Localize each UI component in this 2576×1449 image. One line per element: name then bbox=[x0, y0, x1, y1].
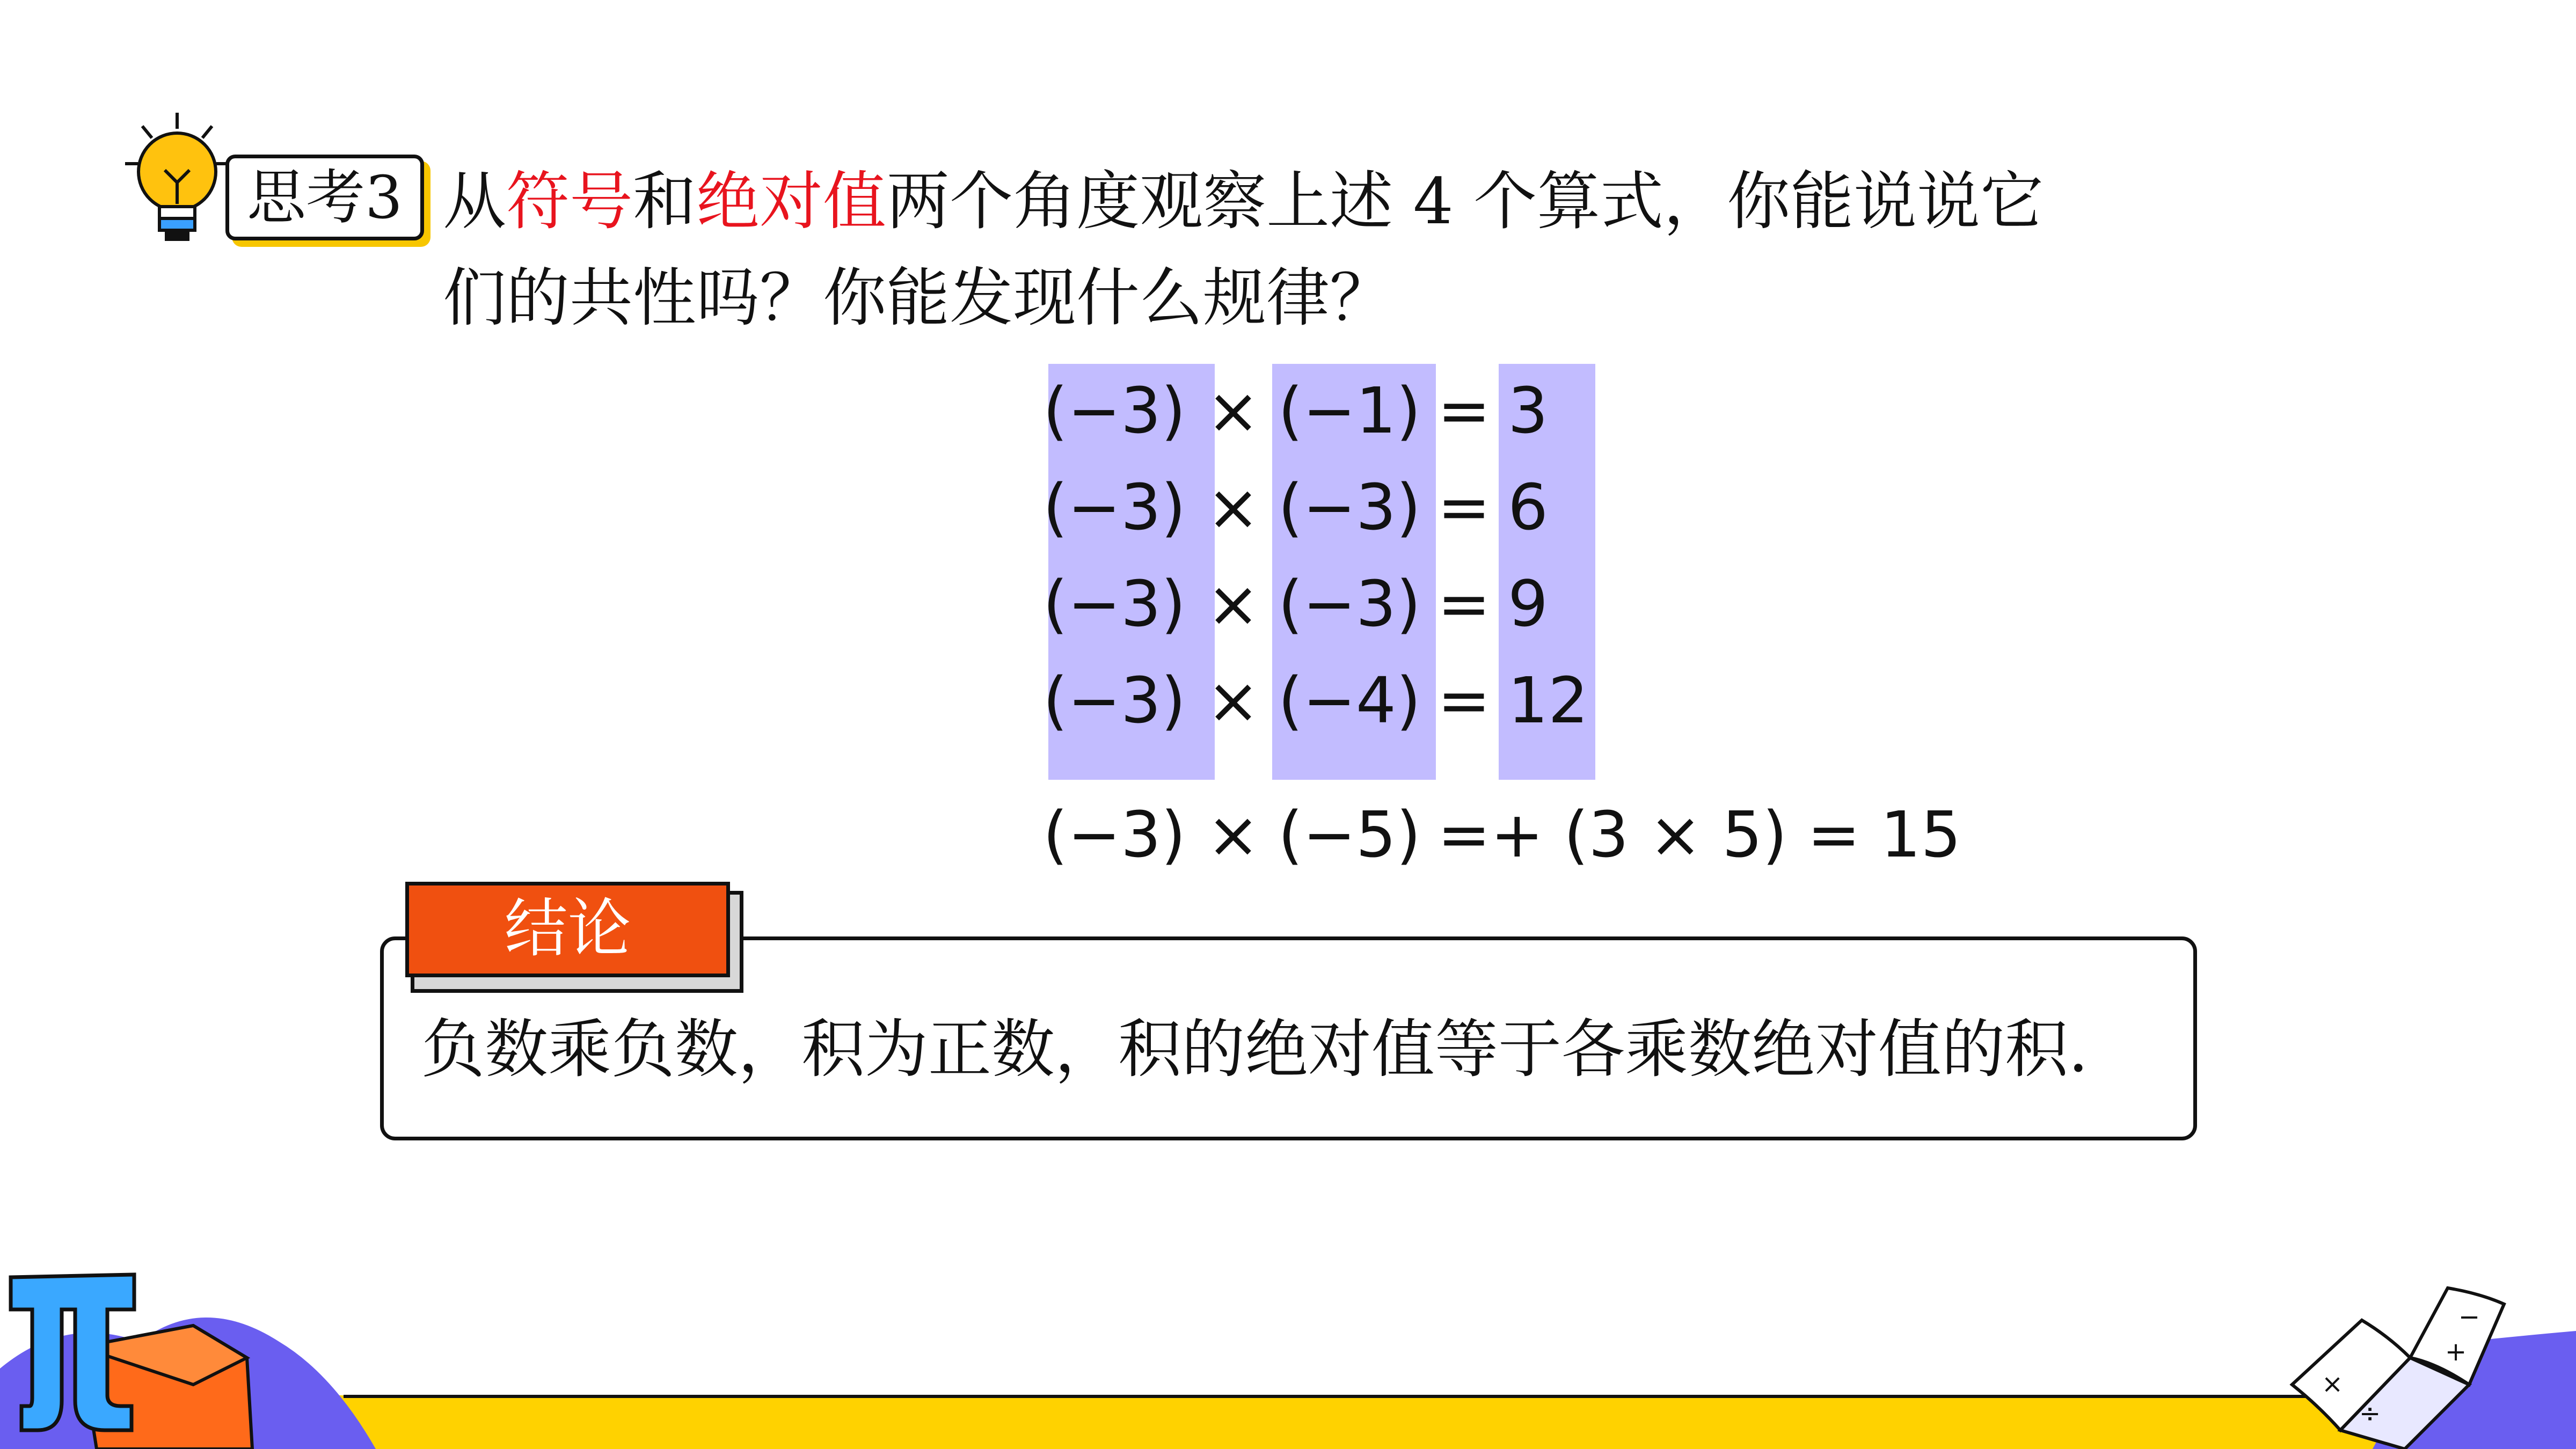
factor2: (−1) bbox=[1278, 374, 1421, 448]
times-sign: × bbox=[1207, 567, 1260, 641]
question-text: 和 bbox=[633, 164, 697, 238]
times-sign: × bbox=[1207, 374, 1260, 448]
factor1: (−3) bbox=[1043, 470, 1186, 544]
times-sign: × bbox=[1207, 470, 1260, 544]
factor2: (−4) bbox=[1278, 663, 1421, 737]
equation-row bbox=[1043, 564, 1687, 644]
question-line-2: 们的共性吗？你能发现什么规律？ bbox=[443, 261, 1393, 335]
question-line-1 bbox=[443, 161, 2044, 241]
product: 9 bbox=[1508, 567, 1549, 641]
equals-sign: = bbox=[1437, 663, 1491, 737]
equation-row bbox=[1043, 370, 1687, 451]
product: 6 bbox=[1508, 470, 1549, 544]
times-sign: × bbox=[1207, 663, 1260, 737]
conclusion-tag: 结论 bbox=[405, 882, 730, 977]
equation-row bbox=[1043, 467, 1687, 547]
factor1: (−3) bbox=[1043, 663, 1186, 737]
extra-equation bbox=[1043, 794, 2009, 875]
svg-text:÷: ÷ bbox=[2359, 1399, 2381, 1429]
question-text: 两个角度观察上述 4 个算式，你能说说它 bbox=[886, 164, 2044, 238]
times-sign: × bbox=[1207, 797, 1260, 872]
equation-row bbox=[1043, 660, 1687, 741]
equals-sign: = bbox=[1437, 470, 1491, 544]
question-text: 从 bbox=[443, 164, 507, 238]
factor1: (−3) bbox=[1043, 374, 1186, 448]
factor1: (−3) bbox=[1043, 797, 1186, 872]
product: 12 bbox=[1508, 663, 1589, 737]
factor2: (−3) bbox=[1278, 567, 1421, 641]
product: 3 bbox=[1508, 374, 1549, 448]
equation-result: =+ (3 × 5) = 15 bbox=[1437, 797, 1961, 872]
svg-text:−: − bbox=[2458, 1302, 2480, 1332]
equals-sign: = bbox=[1437, 567, 1491, 641]
keyword-absolute-value: 绝对值 bbox=[696, 164, 887, 238]
equals-sign: = bbox=[1437, 374, 1491, 448]
footer-decoration bbox=[0, 1245, 2576, 1449]
footer-band bbox=[0, 1395, 2576, 1449]
svg-text:×: × bbox=[2322, 1369, 2344, 1399]
svg-text:+: + bbox=[2445, 1337, 2467, 1367]
factor2: (−5) bbox=[1278, 797, 1421, 872]
factor2: (−3) bbox=[1278, 470, 1421, 544]
keyword-sign: 符号 bbox=[506, 164, 633, 238]
conclusion-text: 负数乘负数，积为正数，积的绝对值等于各乘数绝对值的积. bbox=[421, 1012, 2089, 1086]
lightbulb-icon bbox=[121, 110, 233, 255]
think-tag: 思考3 bbox=[225, 155, 424, 240]
factor1: (−3) bbox=[1043, 567, 1186, 641]
